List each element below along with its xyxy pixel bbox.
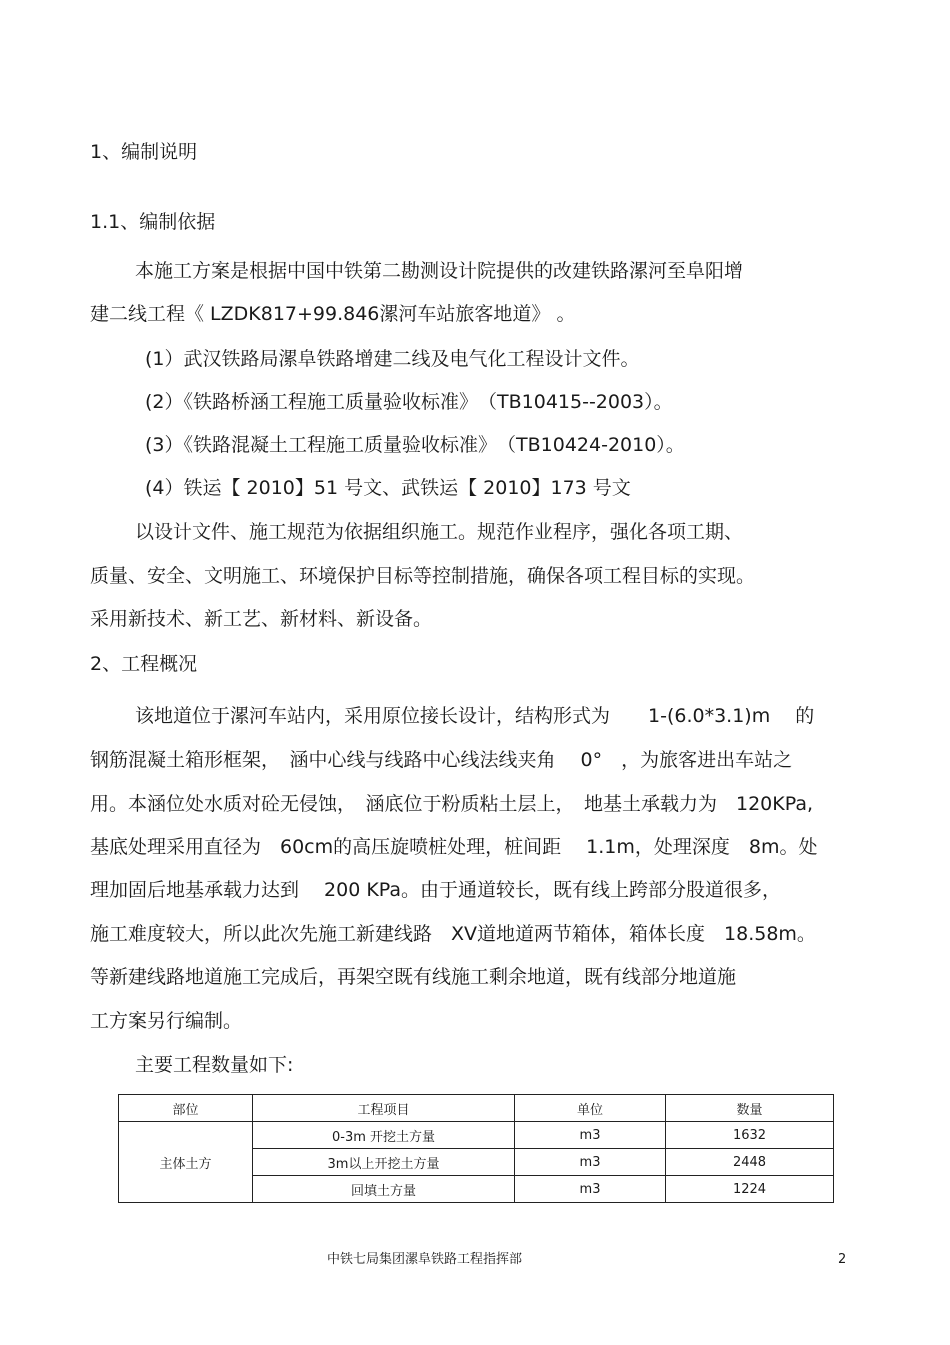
page-number: 2	[838, 1252, 847, 1267]
unit-cell: m3	[515, 1176, 666, 1203]
group-cell: 主体土方	[119, 1122, 253, 1203]
basis-item: (4）铁运【 2010】51 号文、武铁运【 2010】173 号文	[145, 477, 631, 499]
principle-line: 以设计文件、施工规范为依据组织施工。规范作业程序，强化各项工期、	[135, 521, 744, 543]
overview-line: 钢筋混凝土箱形框架， 涵中心线与线路中心线法线夹角 0° ，为旅客进出车站之	[90, 749, 793, 771]
section2-heading: 2、工程概况	[90, 653, 198, 675]
basis-item: (2）《铁路桥涵工程施工质量验收标准》 （TB10415--2003）。	[145, 391, 673, 413]
column-header: 部位	[119, 1095, 253, 1122]
quantity-table	[118, 1094, 834, 1203]
column-header: 工程项目	[253, 1095, 515, 1122]
overview-line: 施工难度较大，所以此次先施工新建线路 XV道地道两节箱体，箱体长度 18.58m。	[90, 923, 816, 945]
principle-line: 质量、安全、文明施工、环境保护目标等控制措施，确保各项工程目标的实现。	[90, 565, 756, 587]
principle-line: 采用新技术、新工艺、新材料、新设备。	[90, 608, 433, 630]
table-row	[119, 1122, 834, 1149]
footer-org: 中铁七局集团漯阜铁路工程指挥部	[327, 1252, 523, 1267]
item-cell: 回填土方量	[253, 1176, 515, 1203]
basis-item: (1）武汉铁路局漯阜铁路增建二线及电气化工程设计文件。	[145, 348, 640, 370]
column-header: 数量	[666, 1095, 834, 1122]
item-cell: 0-3m 开挖土方量	[253, 1122, 515, 1149]
section1-subheading: 1.1、编制依据	[90, 211, 216, 233]
qty-cell: 1632	[666, 1122, 834, 1149]
unit-cell: m3	[515, 1122, 666, 1149]
table-intro: 主要工程数量如下:	[135, 1054, 294, 1076]
table-header-row	[119, 1095, 834, 1122]
overview-line: 等新建线路地道施工完成后，再架空既有线施工剩余地道，既有线部分地道施	[90, 966, 737, 988]
overview-line: 用。本涵位处水质对砼无侵蚀， 涵底位于粉质粘土层上， 地基土承载力为 120KPa,	[90, 793, 814, 815]
intro-line-2: 建二线工程《 LZDK817+99.846漯河车站旅客地道》 。	[90, 303, 576, 325]
overview-line: 该地道位于漯河车站内，采用原位接长设计，结构形式为 1-(6.0*3.1)m 的	[135, 705, 815, 727]
overview-line: 工方案另行编制。	[90, 1010, 243, 1032]
section1-heading: 1、编制说明	[90, 141, 198, 163]
column-header: 单位	[515, 1095, 666, 1122]
basis-item: (3）《铁路混凝土工程施工质量验收标准》 （TB10424-2010）。	[145, 434, 685, 456]
intro-line-1: 本施工方案是根据中国中铁第二勘测设计院提供的改建铁路漯河至阜阳增	[135, 260, 744, 282]
overview-line: 基底处理采用直径为 60cm的高压旋喷桩处理，桩间距 1.1m，处理深度 8m。处	[90, 836, 818, 858]
qty-cell: 2448	[666, 1149, 834, 1176]
item-cell: 3m以上开挖土方量	[253, 1149, 515, 1176]
unit-cell: m3	[515, 1149, 666, 1176]
overview-line: 理加固后地基承载力达到 200 KPa。由于通道较长，既有线上跨部分股道很多，	[90, 879, 782, 901]
qty-cell: 1224	[666, 1176, 834, 1203]
